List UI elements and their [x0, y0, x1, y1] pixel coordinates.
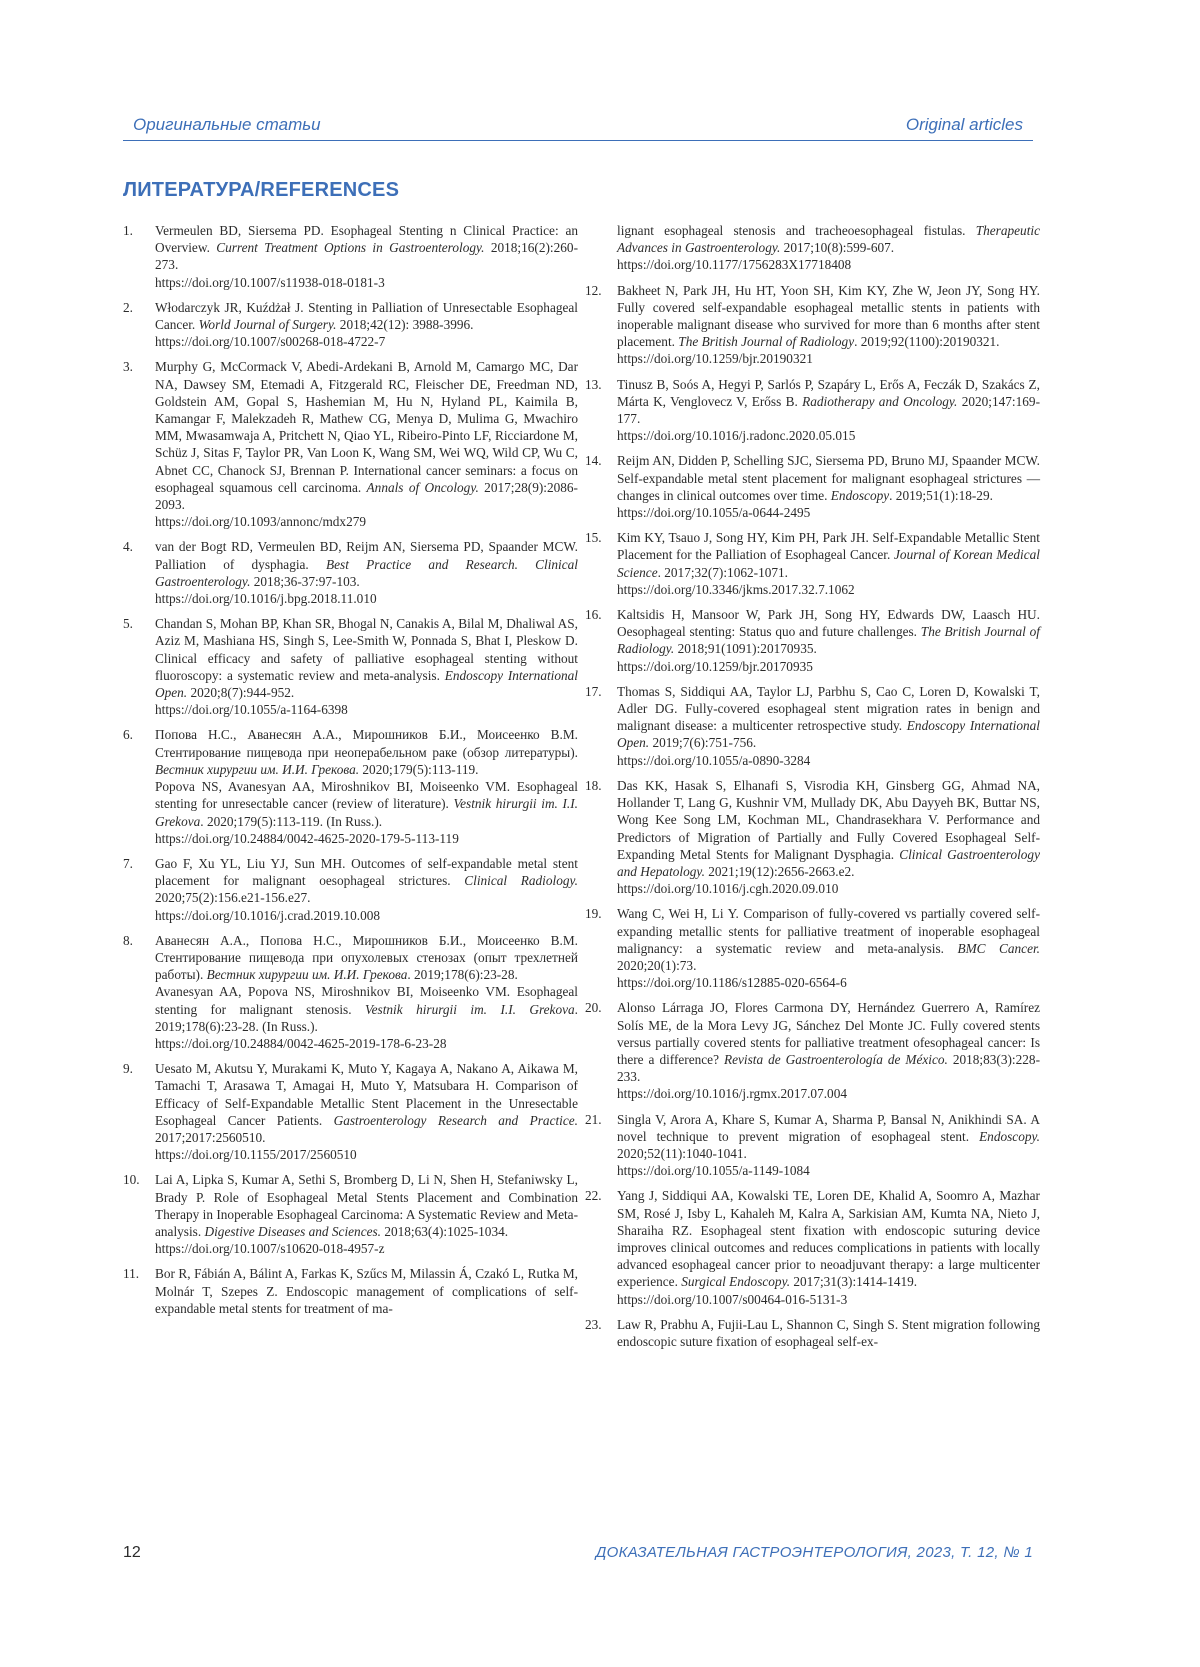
page-number: 12 — [123, 1544, 141, 1561]
reference-number: 9. — [123, 1061, 133, 1077]
running-header-left: Оригинальные статьи — [133, 115, 321, 134]
reference-text — [155, 538, 582, 607]
reference-item — [123, 358, 582, 530]
reference-item — [123, 1060, 582, 1163]
reference-item — [585, 999, 1044, 1102]
reference-segment: 2017;2017:2560510. — [155, 1112, 582, 1145]
reference-text — [617, 1316, 1044, 1350]
reference-segment: https://doi.org/10.1259/bjr.20190321 — [617, 351, 813, 367]
reference-segment: 2018;91(1091):20170935. — [674, 641, 817, 657]
reference-journal: The British Journal of Radiology — [678, 334, 855, 350]
reference-segment: Bor R, Fábián A, Bálint A, Farkas K, Szűcs M, Milassin Á, Czakó L, Rutka M, Molnár T, Szepes Z. Endoscopic management of complications of self-expandable metal stents for treatment of ma- — [155, 1266, 582, 1316]
reference-number: 18. — [585, 777, 602, 793]
reference-segment: Das KK, Hasak S, Elhanafi S, Visrodia KH, Ginsberg GG, Ahmad NA, Hollander T, Lang G, Kushnir VM, Mullady DK, Abu Dayyeh BK, Buttar NS, Wong Kee Song LM, Kochman ML, Chandrasekhara V. Performance and Predictors of Migration of Partially and Fully Covered Esophageal Self-Expanding Metal Stents for Malignant Dysphagia. — [617, 777, 1044, 862]
reference-journal: World Journal of Surgery. — [198, 317, 337, 333]
reference-segment: https://doi.org/10.24884/0042-4625-2019-178-6-23-28 — [155, 1035, 447, 1051]
reference-text — [617, 282, 1044, 368]
reference-journal: Therapeutic Advances in Gastroenterology. — [617, 223, 1044, 256]
reference-journal: Annals of Oncology. — [366, 479, 479, 495]
reference-segment: Uesato M, Akutsu Y, Murakami K, Muto Y, Kagaya A, Nakano A, Aikawa M, Tamachi T, Arasawa T, Amagai H, Muto Y, Matsubara H. Comparison of Efficacy of Self-Expandable Metallic Stent Placement in the Unresectable Esophageal Cancer Patients. — [155, 1061, 582, 1128]
reference-number: 2. — [123, 299, 133, 315]
reference-number — [585, 222, 617, 274]
reference-segment: https://doi.org/10.1055/a-1149-1084 — [617, 1163, 810, 1179]
reference-item — [585, 606, 1044, 675]
reference-item — [123, 299, 582, 351]
reference-segment: van der Bogt RD, Vermeulen BD, Reijm AN, Siersema PD, Spaander MCW. Palliation of dysphagia. — [155, 539, 582, 572]
reference-item — [123, 1171, 582, 1257]
reference-text — [617, 777, 1044, 897]
reference-segment: 2020;179(5):113-119. — [359, 761, 479, 777]
reference-item — [585, 905, 1044, 991]
reference-number: 1. — [123, 223, 133, 238]
reference-item — [123, 1265, 582, 1317]
reference-segment: Аванесян А.А., Попова Н.С., Мирошников Б.И., Моисеенко В.М. Стентирование пищевода при опухолевых стенозах (опыт трехлетней работы). — [155, 932, 582, 983]
reference-segment: https://doi.org/10.1093/annonc/mdx279 — [155, 514, 367, 530]
reference-journal: Journal of Korean Medical Science — [617, 547, 1044, 580]
reference-segment: Avanesyan AA, Popova NS, Miroshnikov BI, Moiseenko VM. Esophageal stenting for malignant stenosis. — [155, 984, 582, 1017]
reference-number: 4. — [123, 539, 133, 555]
reference-segment: Law R, Prabhu A, Fujii-Lau L, Shannon C, Singh S. Stent migration following endoscopic suture fixation of esophageal self-ex- — [617, 1316, 1044, 1349]
reference-number: 14. — [585, 453, 602, 469]
reference-item — [585, 529, 1044, 598]
reference-text — [155, 1060, 582, 1163]
reference-number: 10. — [123, 1172, 140, 1188]
reference-journal: Gastroenterology Research and Practice. — [333, 1112, 578, 1128]
reference-segment: 2020;52(11):1040-1041. — [617, 1128, 1044, 1161]
reference-journal: Clinical Gastroenterology and Hepatology. — [617, 846, 1044, 879]
reference-number: 7. — [123, 855, 133, 871]
reference-segment: https://doi.org/10.1016/j.cgh.2020.09.010 — [617, 881, 839, 897]
reference-number: 3. — [123, 359, 133, 375]
reference-segment: 2020;20(1):73. — [617, 940, 1044, 973]
reference-segment: https://doi.org/10.1177/1756283X17718408 — [617, 257, 852, 273]
reference-text — [155, 1171, 582, 1257]
reference-segment: Włodarczyk JR, Kuźdżał J. Stenting in Palliation of Unresectable Esophageal Cancer. — [155, 299, 582, 333]
journal-footer: ДОКАЗАТЕЛЬНАЯ ГАСТРОЭНТЕРОЛОГИЯ, 2023, Т. 12, № 1 — [595, 1544, 1033, 1561]
reference-journal: Endoscopy. — [979, 1128, 1040, 1144]
reference-journal: Endoscopy — [830, 487, 890, 503]
reference-segment: . 2020;179(5):113-119. (In Russ.). — [200, 813, 383, 829]
reference-item — [585, 1187, 1044, 1307]
reference-item — [585, 1316, 1044, 1350]
reference-journal: Revista de Gastroenterología de México. — [723, 1051, 948, 1067]
reference-item — [123, 615, 582, 718]
reference-number: 11. — [123, 1266, 140, 1282]
reference-journal: Endoscopy International Open. — [155, 667, 582, 701]
reference-number: 12. — [585, 282, 602, 298]
reference-segment: . 2019;51(1):18-29. — [889, 487, 993, 503]
reference-segment: https://doi.org/10.1016/j.radonc.2020.05.015 — [617, 428, 856, 444]
reference-text — [155, 358, 582, 530]
reference-number: 13. — [585, 376, 602, 392]
reference-text — [617, 376, 1044, 445]
reference-segment: . 2017;32(7):1062-1071. — [657, 564, 788, 580]
reference-segment: . 2019;92(1100):20190321. — [854, 334, 1000, 350]
reference-item — [585, 222, 1044, 274]
reference-segment: Bakheet N, Park JH, Hu HT, Yoon SH, Kim KY, Zhe W, Jeon JY, Song HY. Fully covered self-expandable esophageal metallic stents in patients with inoperable malignant disease who survived for more than 6 months after stent placement. — [617, 282, 1044, 350]
reference-text — [617, 683, 1044, 769]
reference-text — [617, 1111, 1044, 1180]
reference-segment: 2017;28(9):2086-2093. — [155, 479, 578, 513]
reference-journal: The British Journal of Radiology. — [617, 624, 1044, 657]
reference-segment: Tinusz B, Soós A, Hegyi P, Sarlós P, Szapáry L, Erős A, Feczák D, Szakács Z, Márta K, Venglovecz V, Erőss B. — [617, 376, 1044, 409]
reference-segment: https://doi.org/10.3346/jkms.2017.32.7.1062 — [617, 581, 855, 597]
reference-segment: Popova NS, Avanesyan AA, Miroshnikov BI, Moiseenko VM. Esophageal stenting for unresectable cancer (review of literature). — [155, 779, 582, 812]
reference-segment: 2020;147:169-177. — [617, 393, 1040, 427]
reference-text — [155, 1265, 582, 1317]
reference-text — [155, 299, 582, 351]
reference-text — [617, 905, 1044, 991]
reference-segment: https://doi.org/10.1155/2017/2560510 — [155, 1147, 357, 1163]
reference-segment: 2017;31(3):1414-1419. — [790, 1274, 918, 1290]
reference-journal: Vestnik hirurgii im. I.I. Grekova — [364, 1001, 575, 1017]
references-left-column — [123, 222, 582, 1325]
running-header-right: Original articles — [905, 115, 1023, 134]
reference-segment: https://doi.org/10.1007/s11938-018-0181-3 — [155, 274, 385, 290]
reference-segment: https://doi.org/10.1055/a-0890-3284 — [617, 752, 811, 768]
reference-segment: Thomas S, Siddiqui AA, Taylor LJ, Parbhu S, Cao C, Loren D, Kowalski T, Adler DG. Fully-covered esophageal stent migration rates in benign and malignant disease: a multicenter retrospective study. — [617, 683, 1044, 734]
reference-segment: Gao F, Xu YL, Liu YJ, Sun MH. Outcomes of self-expandable metal stent placement for malignant oesophageal strictures. — [155, 855, 582, 889]
reference-text — [617, 452, 1044, 521]
reference-text — [617, 222, 1044, 274]
reference-segment: Попова Н.С., Аванесян А.А., Мирошников Б.И., Моисеенко В.М. Стентирование пищевода при неоперабельном раке (обзор литературы). — [155, 727, 582, 760]
reference-number: 16. — [585, 607, 602, 623]
reference-item — [123, 222, 582, 291]
references-right-column — [585, 222, 1044, 1358]
reference-item — [585, 452, 1044, 521]
reference-journal: Best Practice and Research. Clinical Gastroenterology. — [155, 556, 582, 589]
reference-journal: Vestnik hirurgii im. I.I. Grekova — [155, 796, 582, 829]
reference-number: 8. — [123, 932, 133, 948]
reference-journal: Вестник хирургии им. И.И. Грекова. — [155, 761, 360, 777]
reference-item — [123, 726, 582, 846]
reference-text — [617, 999, 1044, 1102]
reference-segment: Wang C, Wei H, Li Y. Comparison of fully-covered vs partially covered self-expanding metallic stents for palliative treatment of inoperable esophageal malignancy: a systematic review and meta-analysis. — [617, 906, 1044, 956]
reference-journal: Surgical Endoscopy. — [681, 1274, 791, 1290]
reference-segment: https://doi.org/10.24884/0042-4625-2020-179-5-113-119 — [155, 830, 459, 846]
reference-number: 6. — [123, 727, 133, 743]
reference-segment: 2018;83(3):228-233. — [617, 1051, 1040, 1085]
reference-segment: Yang J, Siddiqui AA, Kowalski TE, Loren DE, Khalid A, Soomro A, Mazhar SM, Rosé J, Isby L, Kahaleh M, Kalra A, Sarkisian AM, Kumta NA, Nieto J, Sharaiha RZ. Esophageal stent fixation with endoscopic suturing device improves clinical outcomes and reduces complications in patients with locally advanced esophageal cancer prior to neoadjuvant therapy: a large multicenter experience. — [617, 1188, 1044, 1290]
reference-segment: https://doi.org/10.1259/bjr.20170935 — [617, 658, 813, 674]
reference-segment: 2021;19(12):2656-2663.e2. — [704, 863, 855, 879]
reference-segment: Murphy G, McCormack V, Abedi-Ardekani B, Arnold M, Camargo MC, Dar NA, Dawsey SM, Etemadi A, Fitzgerald RC, Fleischer DE, Freedman ND, Goldstein AM, Gopal S, Hashemian M, Hu N, Hyland PL, Kaimila B, Kamangar F, Malekzadeh R, Mathew CG, Menya D, Mulima G, Mwachiro MM, Mwasamwaja A, Pritchett N, Qiao YL, Ribeiro-Pinto LF, Ricciardone M, Schüz J, Sitas F, Taylor PR, Van Loon K, Wang SM, Wei WQ, Wild CP, Wu C, Abnet CC, Chanock SJ, Brennan P. International cancer seminars: a focus on esophageal squamous cell carcinoma. — [155, 359, 582, 495]
reference-segment: Vermeulen BD, Siersema PD. Esophageal Stenting n Clinical Practice: an Overview. — [155, 223, 582, 256]
reference-text — [155, 726, 582, 846]
reference-number: 23. — [585, 1316, 602, 1332]
reference-text — [617, 606, 1044, 675]
reference-segment: Reijm AN, Didden P, Schelling SJC, Siersema PD, Bruno MJ, Spaander MCW. Self-expandable metal stent placement for malignant esophageal strictures — changes in clinical outcomes over time. — [617, 453, 1044, 503]
reference-segment: https://doi.org/10.1007/s00464-016-5131-3 — [617, 1291, 848, 1307]
reference-journal: Clinical Radiology. — [464, 873, 579, 889]
reference-text — [155, 222, 582, 291]
reference-segment: https://doi.org/10.1055/a-0644-2495 — [617, 505, 811, 521]
reference-segment: 2018;16(2):260-273. — [155, 240, 578, 273]
reference-number: 5. — [123, 616, 133, 632]
reference-item — [123, 538, 582, 607]
reference-number: 20. — [585, 1000, 602, 1016]
reference-segment: Lai A, Lipka S, Kumar A, Sethi S, Bromberg D, Li N, Shen H, Stefaniwsky L, Brady P. Role of Esophageal Metal Stents Placement and Combination Therapy in Inoperable Esophageal Carcinoma: A Systematic Review and Meta-analysis. — [155, 1172, 582, 1239]
reference-number: 19. — [585, 906, 602, 922]
reference-journal: Radiotherapy and Oncology. — [802, 393, 958, 409]
reference-text — [155, 615, 582, 718]
reference-segment: 2018;42(12): 3988-3996. — [336, 317, 474, 333]
reference-segment: 2018;63(4):1025-1034. — [381, 1223, 509, 1239]
reference-segment: Alonso Lárraga JO, Flores Carmona DY, Hernández Guerrero A, Ramírez Solís ME, de la Mora Levy JG, Sánchez Del Monte JC. Fully covered stents versus partially covered stents for palliative treatment ofesophageal cancer: Is there a difference? — [617, 1000, 1044, 1067]
reference-segment: https://doi.org/10.1016/j.crad.2019.10.008 — [155, 907, 381, 923]
reference-number: 21. — [585, 1111, 602, 1127]
reference-number: 22. — [585, 1188, 602, 1204]
reference-segment: 2018;36-37:97-103. — [250, 573, 360, 589]
reference-segment: . 2019;178(6):23-28. — [407, 967, 518, 983]
reference-journal: Digestive Diseases and Sciences. — [204, 1223, 382, 1239]
reference-segment: Singla V, Arora A, Khare S, Kumar A, Sharma P, Bansal N, Anikhindi SA. A novel technique to prevent migration of esophageal stent. — [617, 1111, 1044, 1144]
reference-item — [585, 683, 1044, 769]
reference-journal: Вестник хирургии им. И.И. Грекова — [206, 967, 408, 983]
reference-text — [617, 1187, 1044, 1307]
reference-item — [585, 376, 1044, 445]
reference-segment: 2019;7(6):751-756. — [649, 735, 757, 751]
reference-text — [155, 932, 582, 1052]
reference-segment: 2020;8(7):944-952. — [187, 685, 295, 701]
reference-segment: lignant esophageal stenosis and tracheoesophageal fistulas. — [617, 223, 976, 238]
reference-segment: https://doi.org/10.1186/s12885-020-6564-6 — [617, 975, 847, 991]
reference-number: 17. — [585, 683, 602, 699]
reference-segment: Kim KY, Tsauo J, Song HY, Kim PH, Park JH. Self-Expandable Metallic Stent Placement for the Palliation of Esophageal Cancer. — [617, 530, 1044, 563]
reference-segment: https://doi.org/10.1007/s00268-018-4722-7 — [155, 334, 386, 350]
reference-item — [585, 777, 1044, 897]
reference-segment: https://doi.org/10.1016/j.rgmx.2017.07.004 — [617, 1086, 848, 1102]
reference-text — [617, 529, 1044, 598]
reference-segment: https://doi.org/10.1055/a-1164-6398 — [155, 702, 348, 718]
reference-journal: Current Treatment Options in Gastroenterology. — [216, 240, 485, 256]
reference-segment: Kaltsidis H, Mansoor W, Park JH, Song HY, Edwards DW, Laasch HU. Oesophageal stenting: Status quo and future challenges. — [617, 607, 1044, 640]
running-header — [123, 108, 1033, 141]
reference-text — [155, 855, 582, 924]
reference-item — [123, 855, 582, 924]
reference-item — [585, 1111, 1044, 1180]
reference-item — [123, 932, 582, 1052]
reference-journal: BMC Cancer. — [957, 940, 1040, 956]
reference-segment: Chandan S, Mohan BP, Khan SR, Bhogal N, Canakis A, Bilal M, Dhaliwal AS, Aziz M, Mashiana HS, Singh S, Lee-Smith W, Ponnada S, Bhat I, Pleskow D. Clinical efficacy and safety of palliative esophageal stenting without fluoroscopy: a systematic review and meta-analysis. — [155, 616, 582, 683]
reference-segment: . 2019;178(6):23-28. (In Russ.). — [155, 1001, 582, 1034]
reference-segment: https://doi.org/10.1007/s10620-018-4957-z — [155, 1241, 385, 1257]
reference-segment: https://doi.org/10.1016/j.bpg.2018.11.010 — [155, 591, 377, 607]
reference-segment: 2020;75(2):156.e21-156.e27. — [155, 873, 582, 906]
reference-segment: 2017;10(8):599-607. — [780, 240, 895, 256]
reference-item — [585, 282, 1044, 368]
reference-number: 15. — [585, 530, 602, 546]
reference-journal: Endoscopy International Open. — [617, 718, 1044, 751]
section-title: ЛИТЕРАТУРА/REFERENCES — [123, 179, 400, 201]
